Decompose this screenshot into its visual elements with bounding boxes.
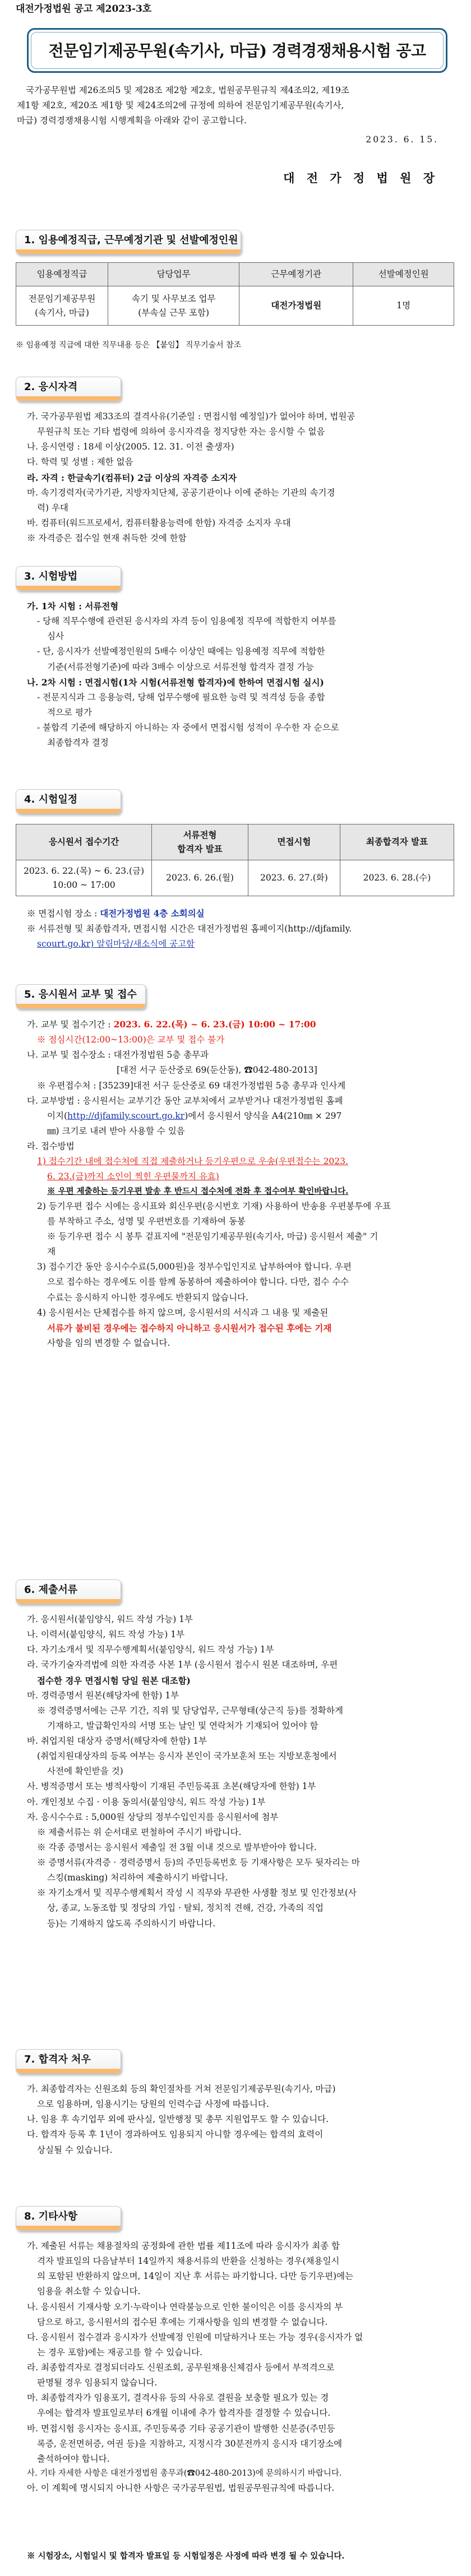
body-line: (취업지원대상자의 등록 여부는 응시자 본인이 국가보훈처 또는 지방보훈청에서 [37, 1751, 337, 1762]
body-line: 다. 학력 및 성별 : 제한 없음 [27, 457, 133, 467]
body-line: 우에는 합격자 발표일로부터 6개월 이내에 추가 합격자를 결정할 수 있습니다. [37, 2408, 331, 2419]
body-line: 1) 접수기간 내에 접수처에 직접 제출하거나 등기우편으로 우송(우편접수는 2023. [37, 1156, 348, 1167]
heading-bar [16, 2226, 121, 2230]
body-line: 다. 교부방법 : 응시원서는 교부기간 동안 교부처에서 교부받거나 대전가정법원 홈페 [27, 1095, 343, 1106]
body-line: 가. 제출된 서류는 채용절차의 공정화에 관한 법률 제11조에 따라 응시자가 최종 합 [27, 2241, 340, 2251]
body-line: 나. 응시원서 기재사항 오기·누락이나 연락불능으로 인한 불이익은 이를 응시자의 부 [27, 2301, 343, 2312]
body-line: 사항을 임의 변경할 수 없습니다. [47, 1337, 170, 1348]
table-cell: 속기 및 사무보조 업무 (부속실 근무 포함) [108, 286, 239, 326]
page-title: 전문임기제공무원(속기사, 마급) 경력경쟁채용시험 공고 [48, 41, 426, 60]
body-line: - 단, 응시자가 선발예정인원의 5배수 이상인 때에는 임용예정 직무에 적합한 [37, 646, 325, 657]
body-line: 담으로 하고, 응시원서의 접수된 후에는 기재사항을 임의 변경할 수 없습니다. [37, 2316, 328, 2327]
body-line: 라. 최종합격자로 결정되더라도 신원조회, 공무원채용신체검사 등에서 부적격으로 [27, 2362, 335, 2373]
heading-bar [16, 586, 121, 590]
body-line: 서류가 불비된 경우에는 접수하지 아니하고 응시원서가 접수된 후에는 기재 [47, 1322, 332, 1333]
body-line: 바. 면접시험 응시자는 응시표, 주민등록증 기타 공공기관이 발행한 신분증(주민등 [27, 2423, 335, 2434]
footnote: ※ 시험장소, 시험일시 및 합격자 발표일 등 시험일정은 사정에 따라 변경 될 수 있습니다. [27, 2551, 345, 2561]
body-line: 는 경우 포함)에는 재공고를 할 수 있습니다. [37, 2347, 203, 2357]
body-line: 으로 임용하며, 임용시기는 당원의 인력수급 사정에 따릅니다. [37, 2099, 269, 2110]
body-line: 아. 이 계획에 명시되지 아니한 사항은 국가공무원법, 법원공무원규칙에 따릅니다. [27, 2483, 335, 2494]
body-line: ※ 등기우편 접수 시 봉투 겉표지에 "전문임기제공무원(속기사, 마급) 응시원서 제출" 기 [47, 1231, 378, 1241]
body-line: 임용을 취소할 수 있습니다. [37, 2286, 141, 2297]
body-line: 상, 종교, 노동조합 및 정당의 가입 · 탈퇴, 정치적 견해, 건강, 가족의 직업 [47, 1903, 324, 1914]
body-line: 록증, 운전면허증, 여권 등)을 지참하고, 지정시각 30분전까지 응시자 대기장소에 [37, 2438, 343, 2449]
body-line: 라. 국가기술자격법에 의한 자격증 사본 1부 (응시원서 접수시 원본 대조하며, 우편 [27, 1660, 338, 1670]
section-heading-4 [16, 789, 121, 814]
body-line: 최종합격자 결정 [47, 738, 109, 748]
position-table [16, 262, 454, 326]
table-header: 면접시험 [248, 824, 340, 860]
note-line: ※ 서류전형 및 최종합격자, 면접시험 시간은 대전가정법원 홈페이지(http://djfamily. [27, 924, 352, 934]
s2-body [16, 409, 459, 546]
body-line: ※ 우편접수처 : [35239]대전 서구 둔산중로 69 대전가정법원 5층 총무과 인사계 [37, 1080, 346, 1091]
body-line: ※ 점심시간(12:00~13:00)은 교부 및 접수 불가 [37, 1035, 225, 1045]
body-line: 아. 개인정보 수집 · 이용 동의서(붙임양식, 워드 작성 가능) 1부 [27, 1796, 266, 1807]
body-line: ㎜) 크기로 내려 받아 사용할 수 있음 [47, 1125, 185, 1136]
table-cell: 전문임기제공무원 (속기사, 마급) [16, 286, 108, 326]
body-line: 가. 교부 및 접수기간 : 2023. 6. 22.(목) ~ 6. 23.(금) 10:00 ~ 17:00 [27, 1019, 316, 1030]
body-line: - 불합격 기준에 해당하지 아니하는 자 중에서 면접시험 성적이 우수한 자 순으로 [37, 722, 339, 733]
body-line: 마. 최종합격자가 임용포기, 결격사유 등의 사유로 결원을 보충할 필요가 있는 경 [27, 2393, 329, 2403]
section-heading-2 [16, 377, 121, 401]
body-line: 사전에 확인받을 것) [47, 1766, 123, 1777]
body-line: 력) 우대 [37, 502, 68, 513]
section-heading-label: 8. 기타사항 [24, 2211, 78, 2223]
table-header: 선발예정인원 [353, 263, 454, 286]
section-heading-label: 7. 합격자 처우 [24, 2054, 91, 2066]
body-line: ※ 증명서류(자격증 · 경력증명서 등)의 주민등록번호 등 기재사항은 모두 뒷자리는 마 [37, 1857, 360, 1868]
body-line: 심사 [47, 631, 64, 642]
body-line: 마. 속기경력자(국가기관, 지방자치단체, 공공기관이나 이에 준하는 기관의 속기경 [27, 487, 335, 498]
body-line: 기준(서류전형기준)에 따라 3배수 이상으로 서류전형 합격자 결정 가능 [47, 661, 314, 672]
section-heading-label: 1. 임용예정직급, 근무예정기관 및 선발예정인원 [24, 234, 238, 247]
table-header: 서류전형 합격자 발표 [152, 824, 248, 860]
heading-bar [16, 2069, 121, 2073]
s5-body [16, 1017, 459, 1351]
table-cell: 2023. 6. 22.(목) ~ 6. 23.(금) 10:00 ~ 17:00 [16, 860, 152, 896]
body-line: 마. 경력증명서 원본(해당자에 한함) 1부 [27, 1690, 179, 1701]
heading-bar [16, 1599, 121, 1604]
heading-bar [16, 1004, 145, 1008]
body-line: - 전문지식과 그 응용능력, 당해 업무수행에 필요한 능력 및 적격성 등을 종합 [37, 692, 325, 702]
body-line: 나. 임용 후 속기업무 외에 판사실, 일반행정 및 총무 지원업무도 할 수 있습니다. [27, 2114, 329, 2125]
notice-number: 대전가정법원 공고 제2023-3호 [16, 3, 152, 15]
body-line: 스킹(masking) 처리하여 제출하시기 바랍니다. [47, 1873, 228, 1883]
body-line: 수료는 응시하지 아니한 경우에도 반환되지 않습니다. [47, 1292, 248, 1303]
title-box [27, 28, 447, 73]
org-name: 대 전 가 정 법 원 장 [283, 171, 438, 185]
table-cell: 2023. 6. 26.(월) [152, 860, 248, 896]
body-line: 가. 최종합격자는 신원조회 등의 확인절차를 거쳐 전문임기제공무원(속기사, 마급) [27, 2084, 336, 2094]
section-heading-1 [16, 230, 241, 254]
section-heading-label: 4. 시험일정 [24, 794, 78, 806]
body-line: 상실될 수 있습니다. [37, 2144, 113, 2155]
s8-body [16, 2239, 459, 2496]
note-line: ※ 면접시험 장소 : 대전가정법원 4층 소회의실 [27, 908, 205, 919]
table-cell: 대전가정법원 [239, 286, 353, 326]
section-heading-label: 5. 응시원서 교부 및 접수 [24, 989, 137, 1001]
body-line: 나. 이력서(붙임양식, 워드 작성 가능) 1부 [27, 1629, 185, 1640]
body-line: ※ 경력증명서에는 근무 기간, 직위 및 담당업무, 근무형태(상근직 등)를 정확하게 [37, 1705, 343, 1716]
body-line: 바. 컴퓨터(워드프로세서, 컴퓨터활용능력에 한함) 자격증 소지자 우대 [27, 517, 291, 528]
body-line: 가. 국가공무원법 제33조의 결격사유(기준일 : 면접시험 예정일)가 없어야 하며, 법원공 [27, 411, 355, 421]
body-line: 적으로 평가 [47, 707, 92, 717]
body-line: 사. 병적증명서 또는 병적사항이 기재된 주민등록표 초본(해당자에 한함) 1부 [27, 1781, 316, 1792]
schedule-table [16, 824, 454, 896]
s1-note: ※ 임용예정 직급에 대한 직무내용 등은 【붙임】 직무기술서 참조 [16, 341, 242, 350]
s4-notes [16, 906, 459, 952]
intro-paragraph [17, 83, 460, 128]
heading-bar [16, 809, 121, 813]
table-cell: 2023. 6. 28.(수) [340, 860, 454, 896]
table-header: 담당업무 [108, 263, 239, 286]
intro-line: 국가공무원법 제26조의5 및 제28조 제2항 제2호, 법원공무원규칙 제4조의2, 제19조 [26, 85, 349, 95]
body-line: ※ 우편 제출하는 등기우편 발송 후 반드시 접수처에 전화 후 접수여부 확인바랍니다. [47, 1187, 349, 1197]
body-line: 라. 자격 : 한글속기(컴퓨터) 2급 이상의 자격증 소지자 [27, 472, 237, 483]
body-line: ※ 자기소개서 및 직무수행계획서 작성 시 직무와 무관한 사생활 정보 및 인간정보(사 [37, 1888, 357, 1898]
body-line: ※ 각종 증명서는 응시원서 제출일 전 3월 이내 것으로 발부받아야 합니다. [37, 1842, 317, 1852]
s6-body [16, 1612, 459, 1931]
body-line: 접수한 경우 면접시험 당일 원본 대조함) [37, 1675, 191, 1686]
intro-line: 마급) 경력경쟁채용시험 시행계획을 아래와 같이 공고합니다. [17, 115, 247, 126]
body-line: 를 부착하고 주소, 성명 및 우편번호를 기재하여 동봉 [47, 1216, 246, 1226]
section-heading-7 [16, 2049, 121, 2074]
body-line: 자. 응시수수료 : 5,000원 상당의 정부수입인지를 응시원서에 첨부 [27, 1811, 279, 1822]
body-line: 라. 접수방법 [27, 1141, 75, 1151]
notice-date: 2023. 6. 15. [366, 135, 438, 145]
section-heading-8 [16, 2206, 121, 2231]
table-cell: 2023. 6. 27.(화) [248, 860, 340, 896]
heading-bar [16, 249, 241, 254]
body-line: 나. 2차 시험 : 면접시험(1차 시험(서류전형 합격자)에 한하여 면접시험 실시) [27, 677, 324, 688]
intro-line: 제1항 제2호, 제20조 제1항 및 제24조의2에 규정에 의하여 전문임기제공무원(속기사, [17, 100, 344, 111]
table-header: 임용예정직급 [16, 263, 108, 286]
section-heading-label: 3. 시험방법 [24, 571, 78, 583]
note-line: scourt.go.kr) 알림마당/새소식에 공고함 [37, 939, 195, 949]
body-line: 판명될 경우 임용되지 않습니다. [37, 2378, 158, 2388]
body-line: 나. 교부 및 접수장소 : 대전가정법원 5층 총무과 [27, 1050, 209, 1060]
body-line: 가. 1차 시험 : 서류전형 [27, 601, 119, 611]
table-header: 근무예정기관 [239, 263, 353, 286]
table-cell: 1명 [353, 286, 454, 326]
s7-body [16, 2082, 459, 2158]
body-line: ※ 제출서류는 위 순서대로 편철하여 주시기 바랍니다. [37, 1827, 242, 1837]
body-line: 나. 응시연령 : 18세 이상(2005. 12. 31. 이전 출생자) [27, 442, 234, 452]
section-heading-label: 2. 응시자격 [24, 381, 78, 393]
s3-body [16, 599, 459, 750]
body-line: 바. 취업지원 대상자 증명서(해당자에 한함) 1부 [27, 1736, 207, 1746]
body-line: 다. 합격자 등록 후 1년이 경과하여도 임용되지 아니할 경우에는 합격의 효력이 [27, 2129, 324, 2140]
body-line: 의 포함된 반환하지 않으며, 14일이 지난 후 서류는 파기합니다. 다만 등기우편)에는 [37, 2271, 354, 2282]
section-heading-3 [16, 566, 121, 591]
body-line: 무원규칙 또는 기타 법령에 의하여 응시자격을 정지당한 자는 응시할 수 없음 [37, 427, 325, 437]
body-line: 다. 응시원서 접수결과 응시자가 선발예정 인원에 미달하거나 또는 가능 경우(응시자가 없 [27, 2332, 363, 2342]
section-heading-label: 6. 제출서류 [24, 1584, 78, 1596]
body-line: 3) 접수기간 동안 응시수수료(5,000원)을 정부수입인지로 납부하여야 합니다. 우편 [37, 1262, 352, 1272]
body-line: 2) 등기우편 접수 시에는 응시표와 회신우편(응시번호 기재) 사용하여 반송용 우편봉투에 우표 [37, 1201, 391, 1211]
body-line: 으로 접수하는 경우에도 이를 함께 동봉하여 제출하여야 합니다. 다만, 접수 수수 [47, 1277, 349, 1287]
body-line: 다. 자기소개서 및 직무수행계획서(붙임양식, 워드 작성 가능) 1부 [27, 1644, 274, 1655]
table-header: 응시원서 접수기간 [16, 824, 152, 860]
body-line: 격자 발표일의 다음날부터 14일까지 채용서류의 반환을 신청하는 경우(채용일시 [37, 2256, 340, 2267]
body-line: [대전 서구 둔산중로 69(둔산동), ☎042-480-2013] [117, 1065, 317, 1076]
body-line: 등)는 기재하지 않도록 주의하시기 바랍니다. [47, 1918, 216, 1929]
body-line: 가. 응시원서(붙임양식, 워드 작성 가능) 1부 [27, 1614, 193, 1624]
body-line: 4) 응시원서는 단체접수를 하지 않으며, 응시원서의 서식과 그 내용 및 제출된 [37, 1307, 329, 1318]
body-line: ※ 자격증은 접수일 현재 취득한 것에 한함 [27, 533, 187, 543]
body-line: 출석하여야 합니다. [37, 2453, 110, 2464]
table-header: 최종합격자 발표 [340, 824, 454, 860]
body-line: - 당해 직무수행에 관련된 응시자의 자격 등이 임용예정 직무에 적합한지 여부를 [37, 616, 336, 627]
section-heading-5 [16, 984, 146, 1009]
body-line: 기재하고, 발급확인자의 서명 또는 날인 및 연락처가 기재되어 있어야 함 [47, 1720, 318, 1731]
body-line: 6. 23.(금)까지 소인이 찍힌 우편물까지 유효) [47, 1171, 219, 1182]
heading-bar [16, 396, 121, 401]
section-heading-6 [16, 1579, 121, 1604]
body-line: 재 [47, 1247, 56, 1257]
body-line: 이지(http://djfamily.scourt.go.kr)에서 응시원서 양식을 A4(210㎜ × 297 [47, 1110, 342, 1121]
body-line: 사. 기타 자세한 사항은 대전가정법원 총무과(☎042-480-2013)에 문의하시기 바랍니다. [27, 2468, 342, 2478]
